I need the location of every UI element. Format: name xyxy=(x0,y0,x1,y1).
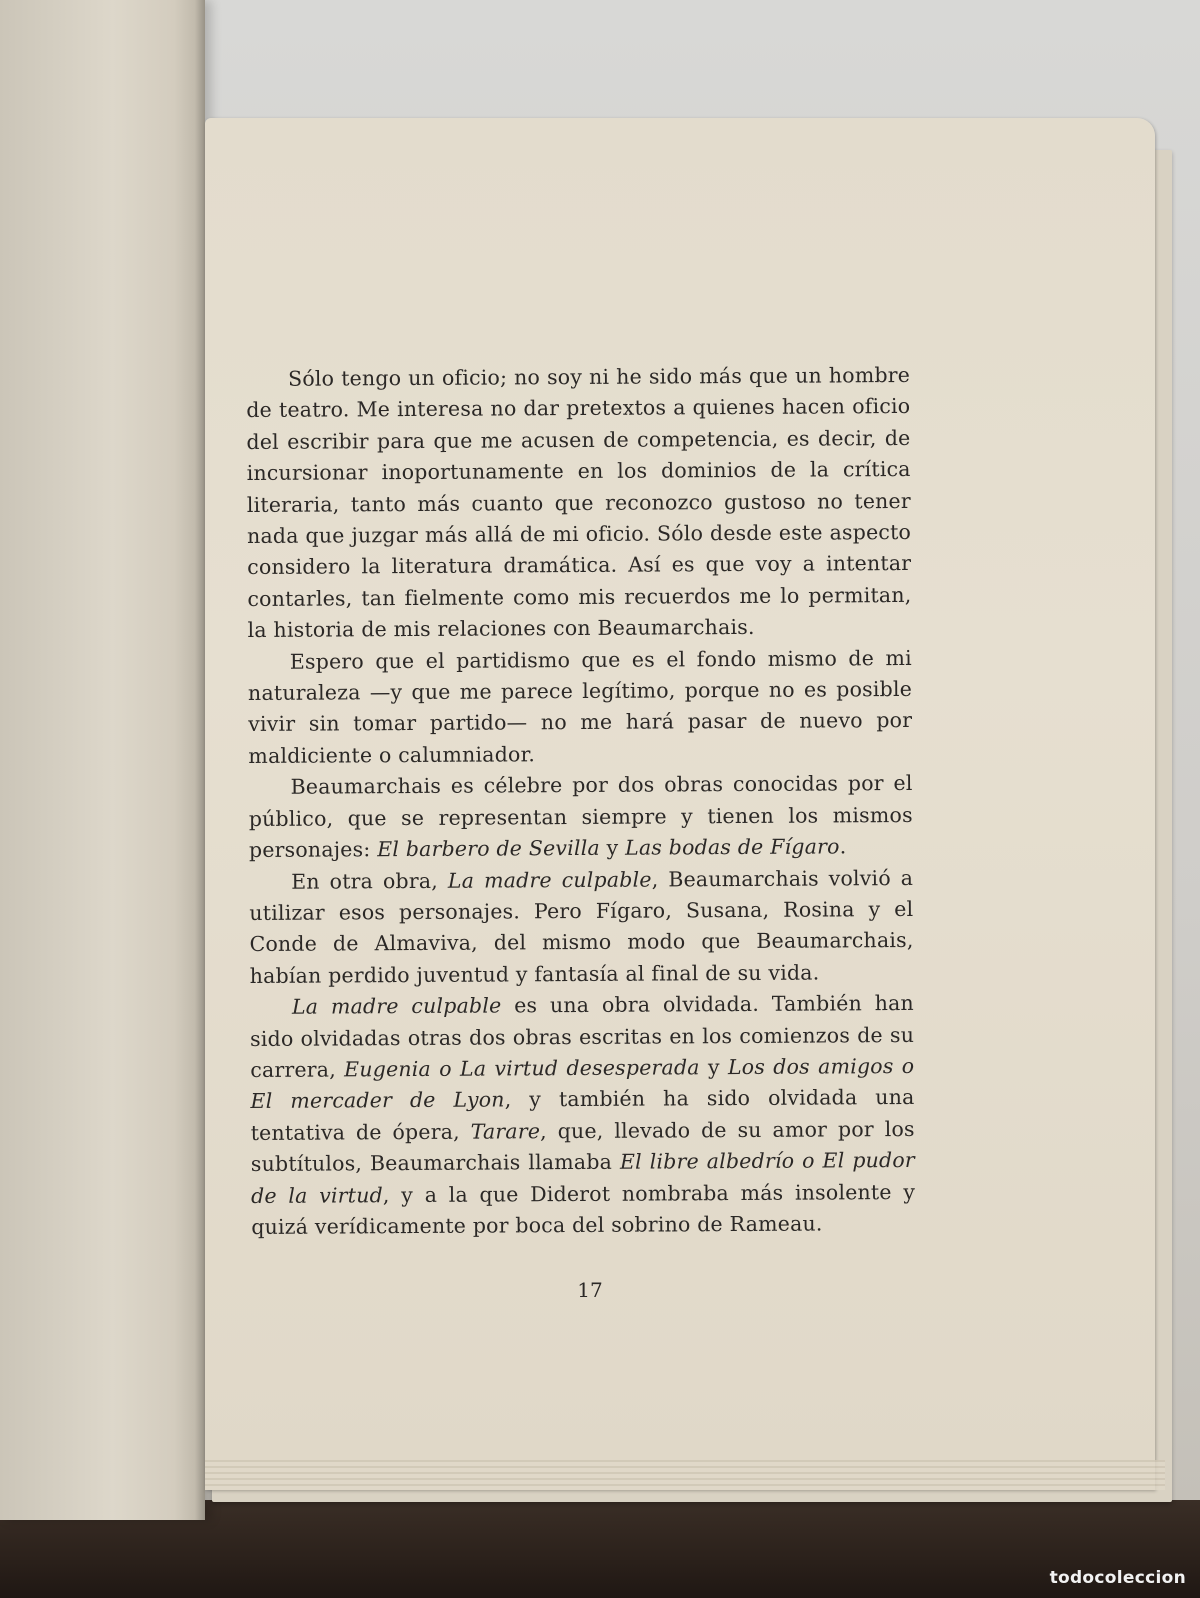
title-barbero: El barbero de Sevilla xyxy=(377,835,600,862)
watermark-logo: todocoleccion xyxy=(1049,1568,1186,1588)
paragraph-text: es una obra olvidada. También han sido olvidadas otras dos obras escritas en los comienzos de su carrera, xyxy=(250,991,915,1082)
title-libre-albedrio: El libre albedrío o El pudor de la virtud xyxy=(251,1148,915,1208)
paragraph-text: Espero que el partidismo que es el fondo mismo de mi naturaleza —y que me parece legítimo, porque no es posible vivir sin tomar partido— no me hará pasar de nuevo por maldiciente o calumniador. xyxy=(247,645,913,768)
paragraph-1 xyxy=(246,360,912,647)
paragraph-4 xyxy=(249,862,914,992)
title-madre-culpable: La madre culpable xyxy=(447,867,652,893)
paragraph-text: En otra obra, xyxy=(291,868,448,894)
page-number: 17 xyxy=(577,1278,603,1302)
title-bodas: Las bodas de Fígaro xyxy=(625,834,840,860)
paragraph-text: Beaumarchais es célebre por dos obras conocidas por el público, que se representan siempre y tienen los mismos personajes: xyxy=(248,771,913,863)
title-tarare: Tarare xyxy=(470,1118,541,1144)
paragraph-text: y xyxy=(699,1055,729,1080)
paragraph-text: , que, llevado de su amor por los subtítulos, Beaumarchais llamaba xyxy=(250,1116,915,1177)
paragraph-3 xyxy=(248,768,913,866)
paragraph-5 xyxy=(250,988,916,1243)
paragraph-text: , y también ha sido olvidada una tentativa de ópera, xyxy=(250,1085,915,1145)
page-edges xyxy=(205,1460,1165,1490)
title-eugenia: Eugenia o La virtud desesperada xyxy=(344,1055,700,1082)
paragraph-text: . xyxy=(839,834,847,859)
paragraph-text: y xyxy=(599,835,626,860)
paragraph-text: Sólo tengo un oficio; no soy ni he sido más que un hombre de teatro. Me interesa no dar pretextos a quienes hacen oficio del escribir para que me acusen de competencia, es decir, de incursionar inoportunamente en los dominios de la crítica literaria, tanto más cuanto que reconozco gustoso no tener nada que juzgar más allá de mi oficio. Sólo desde este aspecto considero la literatura dramática. Así es que voy a intentar contarles, tan fielmente como mis recuerdos me lo permitan, la historia de mis relaciones con Beaumarchais. xyxy=(246,362,912,643)
body-text xyxy=(246,360,915,1243)
title-madre-culpable: La madre culpable xyxy=(291,993,502,1019)
left-page-edge xyxy=(0,0,205,1520)
title-dos-amigos: Los dos amigos o El mercader de Lyon xyxy=(250,1053,915,1114)
paragraph-2 xyxy=(248,643,913,773)
paragraph-text: , Beaumarchais volvió a utilizar esos personajes. Pero Fígaro, Susana, Rosina y el Conde de Almaviva, del mismo modo que Beaumarchais, habían perdido juventud y fantasía al final de su vida. xyxy=(249,865,914,988)
paragraph-text: , y a la que Diderot nombraba más insolente y quizá verídicamente por boca del sobrino de Rameau. xyxy=(251,1179,916,1239)
